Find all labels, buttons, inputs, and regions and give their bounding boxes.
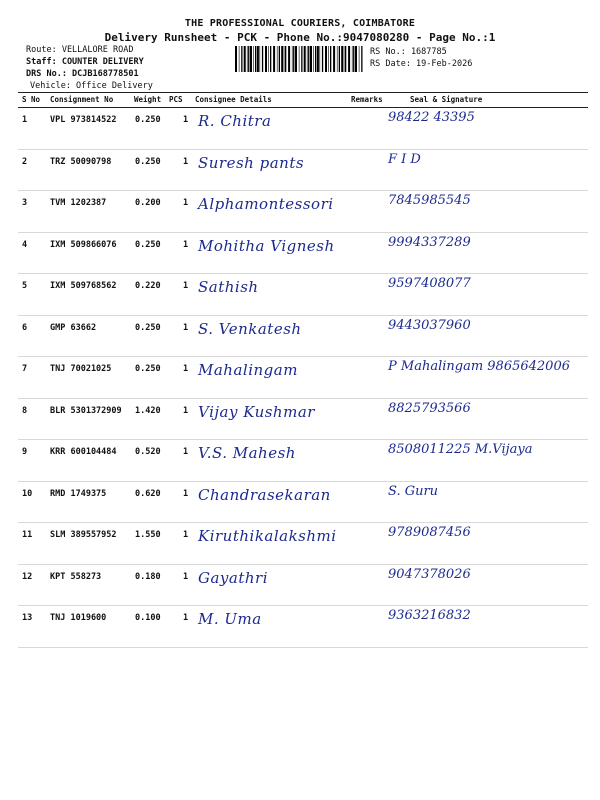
- row-weight: 0.620: [135, 488, 161, 499]
- rs-number: RS No.: 1687785: [370, 47, 447, 57]
- signature-handwritten: 9597408077: [388, 276, 471, 291]
- table-row: [18, 399, 588, 441]
- row-pcs: 1: [183, 281, 189, 291]
- row-weight: 0.250: [135, 115, 161, 125]
- row-pcs: 1: [183, 322, 189, 333]
- signature-handwritten: 9789087456: [388, 525, 471, 540]
- consignee-handwritten-name: V.S. Mahesh: [198, 444, 296, 462]
- signature-handwritten: 98422 43395: [388, 110, 475, 125]
- consignee-handwritten-name: Sathish: [198, 278, 259, 296]
- col-weight: Weight: [134, 95, 162, 104]
- drs-number: DRS No.: DCJB168778501: [26, 69, 139, 79]
- row-sno: 1: [22, 115, 28, 125]
- row-consignment: IXM 509768562: [50, 281, 117, 291]
- table-row: [18, 108, 588, 150]
- consignee-handwritten-name: Alphamontessori: [198, 195, 334, 213]
- row-sno: 10: [22, 488, 33, 499]
- consignee-handwritten-name: S. Venkatesh: [198, 319, 302, 338]
- consignee-handwritten-name: Gayathri: [198, 568, 268, 587]
- table-row: [18, 482, 588, 524]
- table-row: [18, 274, 588, 316]
- runsheet-table: [18, 92, 588, 648]
- signature-handwritten: F I D: [388, 151, 421, 167]
- col-remarks: Remarks: [351, 95, 383, 104]
- table-row: [18, 233, 588, 275]
- row-weight: 0.200: [135, 198, 161, 208]
- row-sno: 9: [22, 447, 28, 457]
- signature-handwritten: 8825793566: [388, 400, 471, 416]
- table-row: [18, 191, 588, 233]
- signature-handwritten: 8508011225 M.Vijaya: [388, 442, 533, 457]
- row-sno: 7: [22, 364, 28, 374]
- row-weight: 0.180: [135, 571, 161, 582]
- row-sno: 4: [22, 239, 28, 250]
- row-pcs: 1: [183, 115, 189, 125]
- row-pcs: 1: [183, 405, 189, 416]
- row-sno: 12: [22, 571, 33, 582]
- consignee-handwritten-name: R. Chitra: [198, 112, 272, 130]
- col-seal: Seal & Signature: [410, 95, 483, 104]
- row-weight: 0.250: [135, 322, 161, 333]
- signature-handwritten: 7845985545: [388, 193, 471, 208]
- row-consignment: KPT 558273: [50, 571, 102, 582]
- col-consignment: Consignment No: [50, 95, 114, 104]
- row-pcs: 1: [183, 198, 189, 208]
- row-consignment: BLR 5301372909: [50, 405, 122, 416]
- vehicle-text: Vehicle: Office Delivery: [30, 81, 153, 91]
- row-weight: 0.100: [135, 613, 161, 623]
- row-sno: 5: [22, 281, 28, 291]
- table-row: [18, 523, 588, 565]
- row-consignment: TVM 1202387: [50, 198, 107, 208]
- table-header: [18, 92, 588, 108]
- consignee-handwritten-name: M. Uma: [198, 610, 262, 628]
- signature-handwritten: 9363216832: [388, 608, 471, 623]
- row-consignment: IXM 509866076: [50, 239, 117, 250]
- row-sno: 11: [22, 530, 33, 540]
- col-pcs: PCS: [169, 95, 183, 104]
- signature-handwritten: 9047378026: [388, 566, 471, 582]
- header-left-block: [26, 44, 153, 92]
- signature-handwritten: S. Guru: [388, 483, 439, 499]
- row-consignment: TNJ 1019600: [50, 613, 107, 623]
- row-weight: 1.420: [135, 405, 161, 416]
- row-pcs: 1: [183, 530, 189, 540]
- consignee-handwritten-name: Suresh pants: [198, 153, 305, 172]
- table-row: [18, 150, 588, 192]
- row-weight: 0.220: [135, 281, 161, 291]
- row-consignment: RMD 1749375: [50, 488, 107, 499]
- row-weight: 0.250: [135, 156, 161, 167]
- route-text: Route: VELLALORE ROAD: [26, 45, 134, 55]
- rs-date: RS Date: 19-Feb-2026: [370, 59, 473, 69]
- row-sno: 6: [22, 322, 28, 333]
- row-sno: 8: [22, 405, 28, 416]
- table-row: [18, 440, 588, 482]
- row-pcs: 1: [183, 613, 189, 623]
- consignee-handwritten-name: Mahalingam: [198, 361, 298, 379]
- row-consignment: VPL 973814522: [50, 115, 117, 125]
- runsheet-subtitle: Delivery Runsheet - PCK - Phone No.:9047080280 - Page No.:1: [104, 31, 496, 44]
- row-sno: 13: [22, 613, 33, 623]
- row-weight: 0.520: [135, 447, 161, 457]
- row-weight: 0.250: [135, 239, 161, 250]
- row-sno: 2: [22, 156, 28, 167]
- signature-handwritten: 9994337289: [388, 234, 471, 250]
- consignee-handwritten-name: Vijay Kushmar: [198, 402, 315, 421]
- signature-handwritten: P Mahalingam 9865642006: [388, 359, 570, 374]
- row-pcs: 1: [183, 156, 189, 167]
- row-sno: 3: [22, 198, 28, 208]
- row-pcs: 1: [183, 488, 189, 499]
- row-consignment: KRR 600104484: [50, 447, 117, 457]
- consignee-handwritten-name: Kiruthikalakshmi: [198, 527, 337, 545]
- row-consignment: GMP 63662: [50, 322, 97, 333]
- signature-handwritten: 9443037960: [388, 317, 471, 333]
- row-pcs: 1: [183, 571, 189, 582]
- row-weight: 0.250: [135, 364, 161, 374]
- table-row: [18, 357, 588, 399]
- row-pcs: 1: [183, 239, 189, 250]
- col-consignee: Consignee Details: [195, 95, 272, 104]
- staff-text: Staff: COUNTER DELIVERY: [26, 57, 144, 67]
- row-consignment: TNJ 70021025: [50, 364, 112, 374]
- col-sno: S No: [22, 95, 41, 104]
- row-pcs: 1: [183, 447, 189, 457]
- runsheet-title: THE PROFESSIONAL COURIERS, COIMBATORE: [184, 18, 416, 29]
- table-row: [18, 606, 588, 648]
- row-consignment: TRZ 50090798: [50, 156, 112, 167]
- row-consignment: SLM 389557952: [50, 530, 117, 540]
- consignee-handwritten-name: Chandrasekaran: [198, 485, 331, 504]
- table-row: [18, 565, 588, 607]
- table-row: [18, 316, 588, 358]
- row-pcs: 1: [183, 364, 189, 374]
- consignee-handwritten-name: Mohitha Vignesh: [198, 236, 335, 255]
- row-weight: 1.550: [135, 530, 161, 540]
- barcode-image: [235, 46, 365, 72]
- header-right-block: [370, 46, 472, 70]
